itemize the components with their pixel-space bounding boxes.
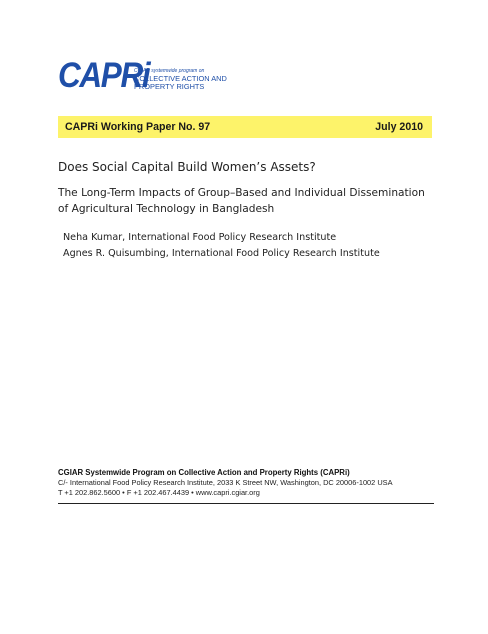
working-paper-banner	[58, 116, 432, 138]
footer-rule	[58, 503, 434, 504]
logo-tagline	[134, 68, 254, 92]
working-paper-number: CAPRi Working Paper No. 97	[65, 121, 211, 133]
footer	[58, 467, 434, 504]
paper-subtitle: The Long-Term Impacts of Group–Based and Individual Dissemination of Agricultural Technology in Bangladesh	[58, 187, 425, 215]
paper-title: Does Social Capital Build Women’s Assets?	[58, 160, 316, 174]
logo-line-1: COLLECTIVE ACTION AND	[134, 74, 227, 83]
footer-address: C/- International Food Policy Research Institute, 2033 K Street NW, Washington, DC 20006-1002 USA	[58, 478, 393, 487]
author-2: Agnes R. Quisumbing, International Food Policy Research Institute	[63, 248, 380, 259]
author-1: Neha Kumar, International Food Policy Research Institute	[63, 232, 337, 243]
footer-contact: T +1 202.862.5600 • F +1 202.467.4439 • www.capri.cgiar.org	[58, 488, 260, 497]
logo-wordmark: CAPRi	[58, 56, 150, 95]
footer-org: CGIAR Systemwide Program on Collective Action and Property Rights (CAPRi)	[58, 468, 350, 477]
logo-program-line: CGIAR systemwide program on	[134, 68, 205, 74]
publication-date: July 2010	[375, 121, 423, 133]
logo-line-2: PROPERTY RIGHTS	[134, 82, 205, 92]
